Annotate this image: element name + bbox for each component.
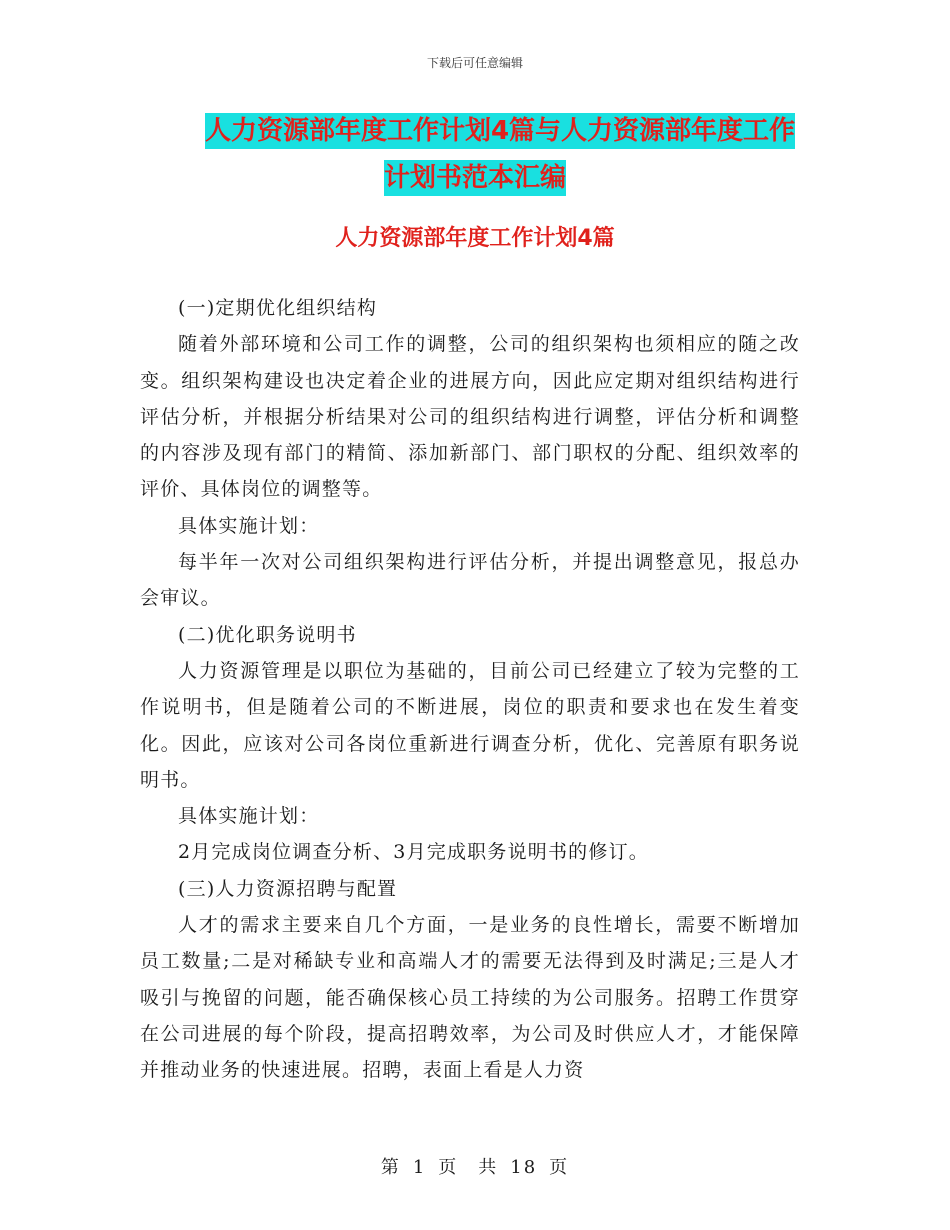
- section-heading-1: (一)定期优化组织结构: [178, 297, 378, 319]
- current-page-number: 1: [412, 1157, 427, 1178]
- body-paragraph: 人力资源管理是以职位为基础的，目前公司已经建立了较为完整的工作说明书，但是随着公司的不断进展，岗位的职责和要求也在发生着变化。因此，应该对公司各岗位重新进行调查分析，优化、完善原有职务说明书。: [140, 659, 800, 791]
- page-footer: [0, 1153, 950, 1179]
- total-page-count: 18: [510, 1157, 538, 1178]
- plan-label: 具体实施计划：: [178, 805, 320, 828]
- header-note: 下载后可任意编辑: [426, 56, 523, 70]
- footer-mid: 页 共: [438, 1157, 499, 1178]
- footer-suffix: 页: [549, 1157, 570, 1178]
- body-paragraph: 2月完成岗位调查分析、3月完成职务说明书的修订。: [178, 841, 649, 864]
- body-paragraph: 随着外部环境和公司工作的调整，公司的组织架构也须相应的随之改变。组织架构建设也决定着企业的进展方向，因此应定期对组织结构进行评估分析，并根据分析结果对公司的组织结构进行调整，评估分析和调整的内容涉及现有部门的精简、添加新部门、部门职权的分配、组织效率的评价、具体岗位的调整等。: [140, 333, 800, 501]
- section-heading-3: (三)人力资源招聘与配置: [178, 877, 398, 900]
- document-body: [140, 290, 800, 1089]
- body-paragraph: 人才的需求主要来自几个方面，一是业务的良性增长，需要不断增加员工数量;二是对稀缺专业和高端人才的需要无法得到及时满足;三是人才吸引与挽留的问题，能否确保核心员工持续的为公司服务。招聘工作贯穿在公司进展的每个阶段，提高招聘效率，为公司及时供应人才，才能保障并推动业务的快速进展。招聘，表面上看是人力资: [140, 914, 800, 1082]
- section-heading-2: (二)优化职务说明书: [178, 623, 357, 646]
- document-title-line-2: [0, 155, 950, 202]
- section-title: 人力资源部年度工作计划4篇: [335, 226, 615, 251]
- title-highlight-2: 计划书范本汇编: [384, 160, 566, 196]
- document-title: [0, 108, 950, 202]
- plan-label: 具体实施计划：: [178, 514, 320, 537]
- footer-prefix: 第: [380, 1157, 401, 1178]
- document-title-line-1: [0, 108, 950, 155]
- body-paragraph: 每半年一次对公司组织架构进行评估分析，并提出调整意见，报总办会审议。: [140, 551, 800, 610]
- title-highlight-1: 人力资源部年度工作计划4篇与人力资源部年度工作: [205, 113, 795, 149]
